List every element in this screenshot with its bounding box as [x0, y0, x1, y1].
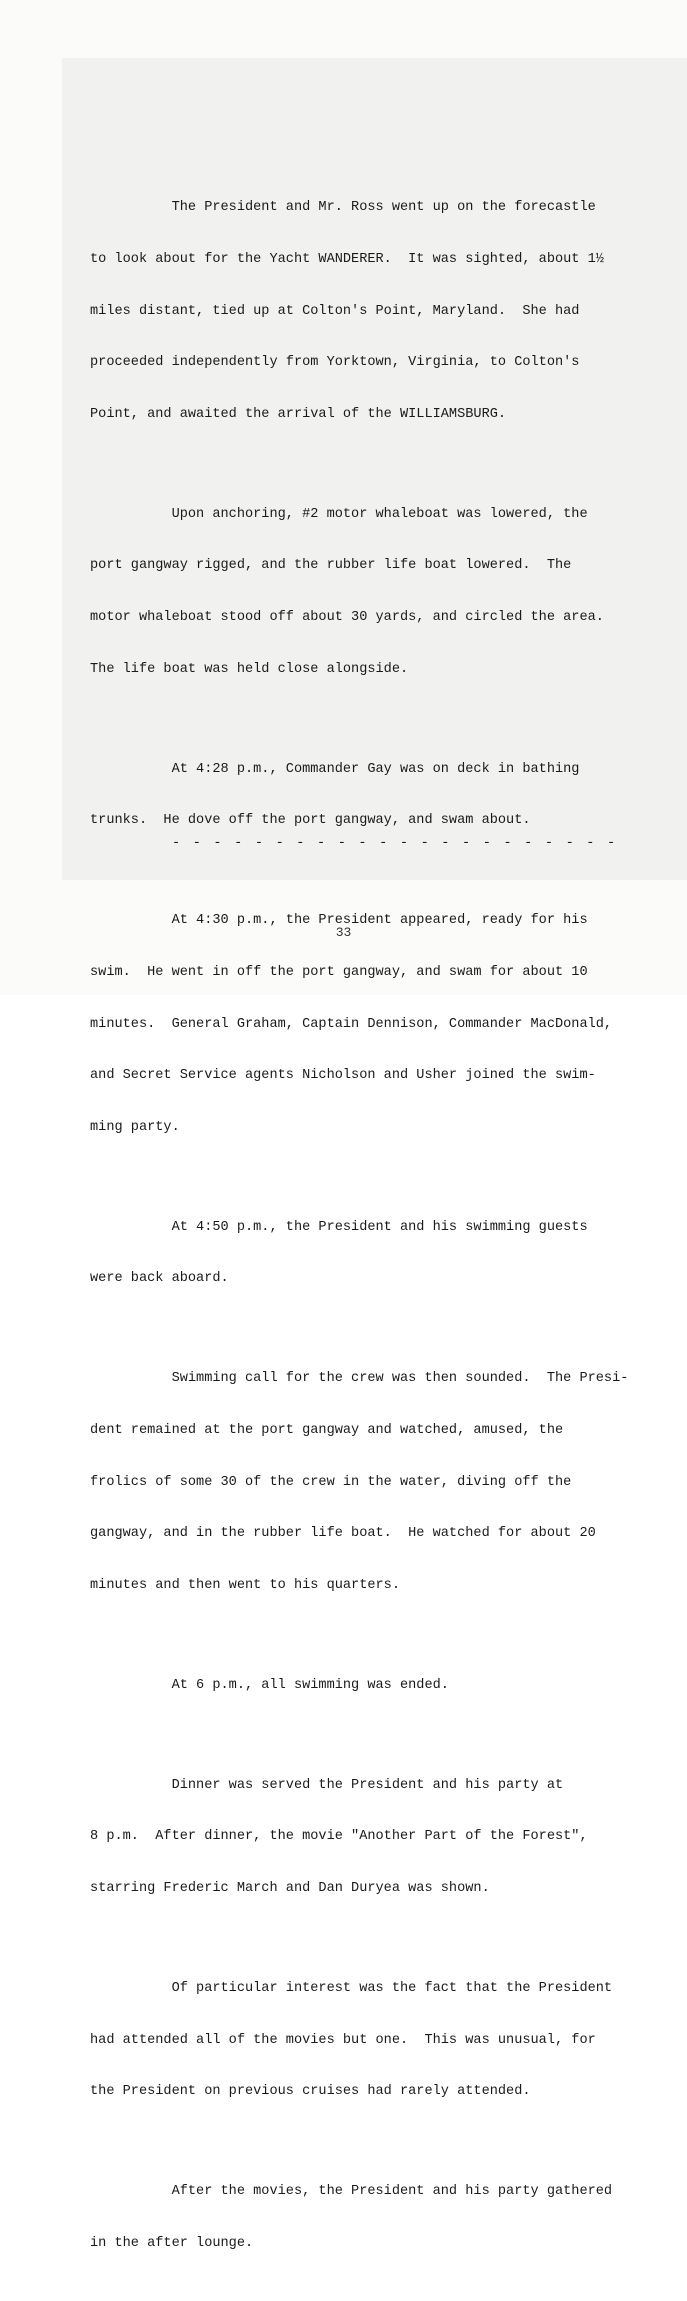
text-line: Dinner was served the President and his party at: [90, 1777, 564, 1793]
paragraph-8: [90, 1742, 650, 1931]
text-line: minutes and then went to his quarters.: [90, 1577, 400, 1593]
text-line: port gangway rigged, and the rubber life boat lowered. The: [90, 558, 572, 574]
text-line: trunks. He dove off the port gangway, and swam about.: [90, 813, 531, 829]
text-line: Point, and awaited the arrival of the WILLIAMSBURG.: [90, 406, 507, 422]
paragraph-1: [90, 165, 650, 457]
page-number: 33: [335, 925, 352, 940]
text-line: and Secret Service agents Nicholson and Usher joined the swim-: [90, 1068, 596, 1084]
text-line: ming party.: [90, 1119, 180, 1135]
document-body: [90, 165, 650, 2301]
text-line: Of particular interest was the fact that the President: [90, 1981, 613, 1997]
text-line: frolics of some 30 of the crew in the water, diving off the: [90, 1474, 572, 1490]
text-line: to look about for the Yacht WANDERER. It was sighted, about 1½: [90, 252, 604, 268]
text-line: starring Frederic March and Dan Duryea was shown.: [90, 1881, 490, 1897]
text-line: Upon anchoring, #2 motor whaleboat was lowered, the: [90, 506, 588, 522]
text-line: After the movies, the President and his party gathered: [90, 2184, 613, 2200]
text-line: had attended all of the movies but one. This was unusual, for: [90, 2032, 596, 2048]
text-line: were back aboard.: [90, 1271, 229, 1287]
paragraph-5: [90, 1184, 650, 1322]
paragraph-9: [90, 1946, 650, 2135]
text-line: motor whaleboat stood off about 30 yards, and circled the area.: [90, 610, 604, 626]
text-line: proceeded independently from Yorktown, Virginia, to Colton's: [90, 355, 580, 371]
section-end-rule: - - - - - - - - - - - - - - - - - - - - - -: [172, 836, 618, 851]
text-line: At 6 p.m., all swimming was ended.: [90, 1677, 449, 1693]
text-line: Swimming call for the crew was then sounded. The Presi-: [90, 1371, 629, 1387]
text-line: the President on previous cruises had rarely attended.: [90, 2084, 531, 2100]
paragraph-4: [90, 878, 650, 1170]
paragraph-7: [90, 1642, 650, 1728]
text-line: minutes. General Graham, Captain Dennison, Commander MacDonald,: [90, 1016, 613, 1032]
text-line: At 4:30 p.m., the President appeared, ready for his: [90, 913, 588, 929]
text-line: The life boat was held close alongside.: [90, 661, 409, 677]
text-line: At 4:50 p.m., the President and his swimming guests: [90, 1219, 588, 1235]
text-line: dent remained at the port gangway and watched, amused, the: [90, 1423, 564, 1439]
text-line: At 4:28 p.m., Commander Gay was on deck in bathing: [90, 761, 580, 777]
text-line: in the after lounge.: [90, 2235, 254, 2251]
paragraph-6: [90, 1336, 650, 1628]
text-line: swim. He went in off the port gangway, and swam for about 10: [90, 964, 588, 980]
text-line: The President and Mr. Ross went up on the forecastle: [90, 200, 596, 216]
paragraph-2: [90, 471, 650, 712]
text-line: 8 p.m. After dinner, the movie "Another Part of the Forest",: [90, 1829, 588, 1845]
text-line: miles distant, tied up at Colton's Point, Maryland. She had: [90, 303, 580, 319]
paragraph-10: [90, 2149, 650, 2287]
text-line: gangway, and in the rubber life boat. He watched for about 20: [90, 1526, 596, 1542]
